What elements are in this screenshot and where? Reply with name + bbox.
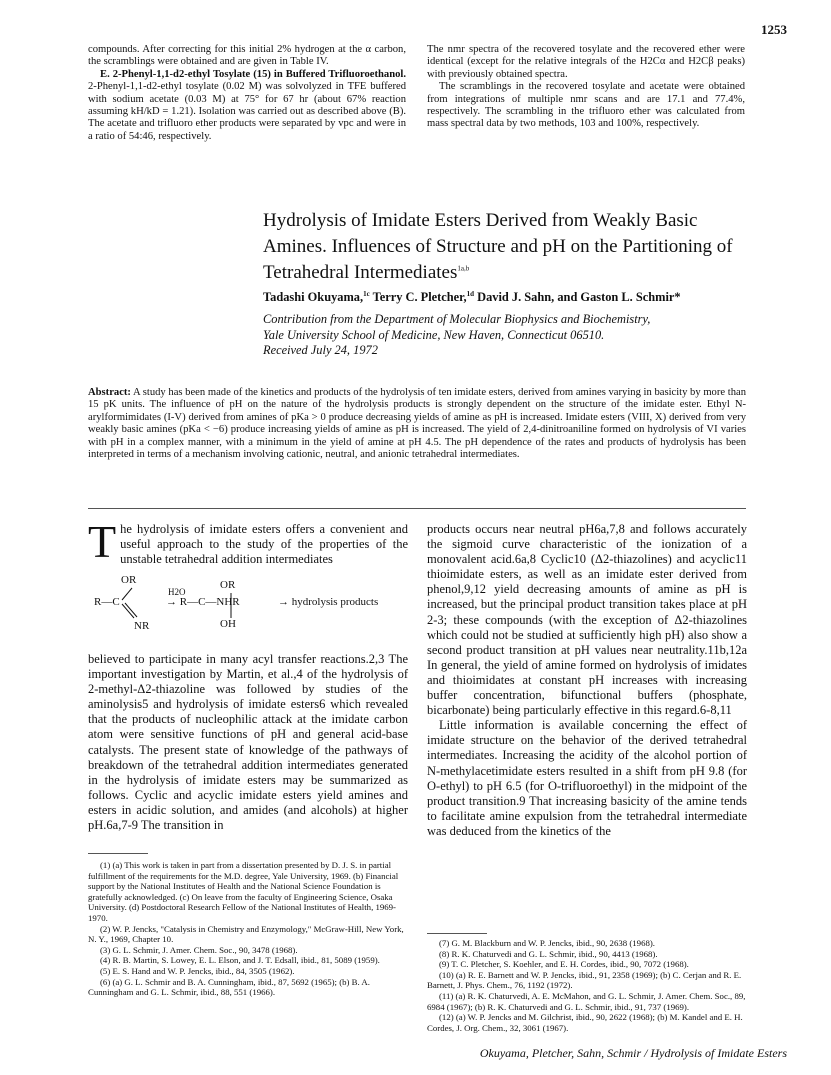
- abstract-text: A study has been made of the kinetics and products of the hydrolysis of ten imidate esters, derived from amines varying in basicity by more than 15 pK units. The influence of pH on the nature of the hydrolysis products is strongly dependent on the structure of the imidate ester. Ethyl N-arylformimidates (I-V) derived from amines of pKa > 0 produce decreasing yields of amine as pH is increased. Imidate esters (VIII, X) derived from very weakly basic amines (pKa < −6) produce increasing yields of amine as pH is increased. The yield of 2,4-dinitroaniline formed on hydrolysis of VI varies with pH in a complex manner, with a minimum in the yield of amine at pH 4.5. The pH dependence of the rates and products of hydrolysis has been interpreted in terms of a mechanism involving cationic, neutral, and anionic tetrahedral intermediates.: [88, 387, 746, 461]
- top-right-column: [427, 44, 745, 131]
- footnote: (1) (a) This work is taken in part from a dissertation presented by D. J. S. in partial fulfillment of the requirements for the M.D. degree, Yale University, 1969. (b) Financial support by the National Institutes of Health and the National Science Foundation is gratefully acknowledged. (c) On leave from the faculty of Engineering Science, Osaka University. (d) Postdoctoral Research Fellow of the National Institutes of Health, 1969-1970.: [88, 860, 399, 923]
- article-title: Hydrolysis of Imidate Esters Derived from Weakly Basic Amines. Influences of Structure and pH on the Partitioning of Tetrahedral Intermediates$^{1a,b}$: [263, 210, 733, 283]
- footnote: (9) T. C. Pletcher, S. Koehler, and E. H. Cordes, ibid., 90, 7072 (1968).: [439, 959, 689, 970]
- footnote: (8) R. K. Chaturvedi and G. L. Schmir, ibid., 90, 4413 (1968).: [439, 948, 658, 959]
- section-heading: E. 2-Phenyl-1,1-d2-ethyl Tosylate (15) in Buffered Trifluoroethanol.: [100, 68, 406, 80]
- affiliation: [263, 312, 733, 359]
- footnote: (6) (a) G. L. Schmir and B. A. Cunningham, ibid., 87, 5692 (1965); (b) B. A. Cunningham and G. L. Schmir, ibid., 88, 551 (1966).: [88, 976, 370, 998]
- footnote: (2) W. P. Jencks, "Catalysis in Chemistry and Enzymology," McGraw-Hill, New York, N. Y., 1969, Chapter 10.: [88, 923, 404, 945]
- author: Terry C. Pletcher,: [369, 290, 467, 304]
- top-right-paragraph: The nmr spectra of the recovered tosylate and the recovered ether were identical (except for the relative integrals of the H2Cα and H2Cβ peaks) with previously obtained spectra.: [427, 44, 745, 80]
- intro-paragraph: he hydrolysis of imidate esters offers a convenient and useful approach to the study of the properties of the unstable tetrahedral addition intermediates: [120, 522, 408, 567]
- footnote: (11) (a) R. K. Chaturvedi, A. E. McMahon, and G. L. Schmir, J. Amer. Chem. Soc., 89, 6984 (1967); (b) R. K. Chaturvedi and G. L. Schmir, ibid., 91, 737 (1969).: [427, 990, 746, 1012]
- scheme-reactant: R—C: [94, 596, 120, 608]
- footnote: (12) (a) W. P. Jencks and M. Gilchrist, ibid., 90, 2622 (1968); (b) M. Kandel and E. H. Cordes, J. Org. Chem., 32, 3061 (1967).: [427, 1012, 743, 1033]
- footnote: (7) G. M. Blackburn and W. P. Jencks, ibid., 90, 2638 (1968).: [439, 938, 655, 948]
- affiliation-line: Yale University School of Medicine, New Haven, Connecticut 06510.: [263, 327, 605, 342]
- reaction-scheme: [88, 574, 408, 646]
- scheme-or-label: OR: [121, 574, 137, 586]
- body-paragraph: believed to participate in many acyl transfer reactions.2,3 The important investigation by Martin, et al.,4 of the hydrolysis of 2-methyl-Δ2-thiazoline was followed by studies of the aminolysis5 and hydrolysis of imidate esters6 which revealed that the products of nucleophilic attack at the imidate carbon atom were sensitive functions of pH and general acid-base catalysts. The present state of knowledge of the pathways of breakdown of the tetrahedral addition intermediates generated in the hydrolysis of imidate esters may be summarized as follows. Cyclic and acyclic imidate esters yield amines and esters in acidic solution, and amides (and alcohols) at higher pH.6a,7-9 The transition in: [88, 652, 408, 833]
- abstract-label: Abstract:: [88, 387, 131, 398]
- left-footnotes: [88, 860, 408, 998]
- running-footer: Okuyama, Pletcher, Sahn, Schmir / Hydrolysis of Imidate Esters: [479, 1046, 787, 1060]
- affiliation-line: Contribution from the Department of Molecular Biophysics and Biochemistry,: [263, 312, 651, 326]
- scheme-bonds: [88, 574, 408, 646]
- scheme-nr-label: NR: [134, 620, 150, 632]
- top-left-paragraph: compounds. After correcting for this initial 2% hydrogen at the α carbon, the scramblings were obtained and are given in Table IV.: [88, 44, 406, 68]
- body-paragraph: products occurs near neutral pH6a,7,8 and follows accurately the sigmoid curve characteristic of the ionization of a monovalent acid.6a,8 Cyclic10 (Δ2-thiazolines) and acyclic11 thioimidate esters, as well as an imidate ester derived from phenol,9,12 yield decreasing amounts of amine as pH is increased, but the principal product transition takes place at pH 2-3; these compounds (with the exception of Δ2-thiazolines which could not be studied at sufficiently high pH) also show a second product transition at pH values near neutrality.11b,12a In general, the yield of amine formed on hydrolysis of imidates and thioimidates at constant pH increases with increasing buffer concentration, bifunctional buffers (phosphate, bicarbonate) being particularly effective in this regard.6-8,11: [427, 522, 747, 718]
- footnote: (5) E. S. Hand and W. P. Jencks, ibid., 84, 3505 (1962).: [100, 965, 295, 976]
- scheme-or-label: OR: [220, 579, 236, 591]
- author: Tadashi Okuyama,: [263, 290, 364, 304]
- abstract-divider: [88, 508, 746, 509]
- page-number: 1253: [761, 22, 787, 37]
- author-list: Tadashi Okuyama,$^{1c}$ Terry C. Pletcher,$^{1d}$ David J. Sahn, and Gaston L. Schmir*: [263, 289, 681, 304]
- body-paragraph: Little information is available concerning the effect of imidate structure on the behavior of the derived tetrahedral intermediates. Increasing the acidity of the alcohol portion of N-methylacetimidate esters resulted in a shift from pH 9.8 (for O-ethyl) to pH 6.5 (for O-trifluoroethyl) in the midpoint of the product transition.9 That increasing basicity of the amine tends to facilitate amine expulsion from the tetrahedral intermediate was deduced from the kinetics of the: [427, 718, 747, 838]
- footnote: (4) R. B. Martin, S. Lowey, E. L. Elson, and J. T. Edsall, ibid., 81, 5089 (1959).: [100, 955, 380, 966]
- received-date: Received July 24, 1972: [263, 343, 378, 358]
- title-footnote-mark: 1a,b: [457, 264, 470, 273]
- footnote: (10) (a) R. E. Barnett and W. P. Jencks, ibid., 91, 2358 (1969); (b) C. Cerjan and R. E. Barnett, J. Phys. Chem., 76, 1192 (1972).: [427, 969, 742, 991]
- left-body-column-continued: [88, 652, 408, 833]
- right-footnotes: [427, 938, 747, 1033]
- abstract: [88, 387, 746, 461]
- footnote: (3) G. L. Schmir, J. Amer. Chem. Soc., 90, 3478 (1968).: [100, 944, 298, 955]
- author: David J. Sahn, and Gaston L. Schmir*: [474, 290, 681, 304]
- right-body-column: [427, 522, 747, 839]
- scheme-products: → hydrolysis products: [278, 596, 379, 608]
- top-right-paragraph-2: The scramblings in the recovered tosylate and acetate were obtained from integrations of multiple nmr scans and are 17.1 and 77.4%, respectively. The scrambling in the trifluoro ether was calculated from mass spectral data by two methods, 103 and 100%, respectively.: [427, 81, 745, 130]
- top-left-paragraph-2: 2-Phenyl-1,1-d2-ethyl tosylate (0.02 M) was solvolyzed in TFE buffered with sodium acetate (0.03 M) at 75° for 67 hr (about 67% reaction assuming kH/kD = 1.21). Isolation was carried out as described above (B). The acetate and trifluoro ether products were separated by vpc and were in a ratio of 54:46, respectively.: [88, 81, 406, 142]
- drop-cap: T: [88, 516, 117, 567]
- scheme-h2o-label: H2O: [168, 587, 186, 597]
- footnote-divider: [427, 933, 487, 934]
- left-body-column: [88, 516, 408, 567]
- top-left-column: [88, 44, 406, 143]
- scheme-intermediate: → R—C—NHR: [166, 596, 240, 608]
- scheme-oh-label: OH: [220, 618, 236, 630]
- footnote-divider: [88, 853, 148, 854]
